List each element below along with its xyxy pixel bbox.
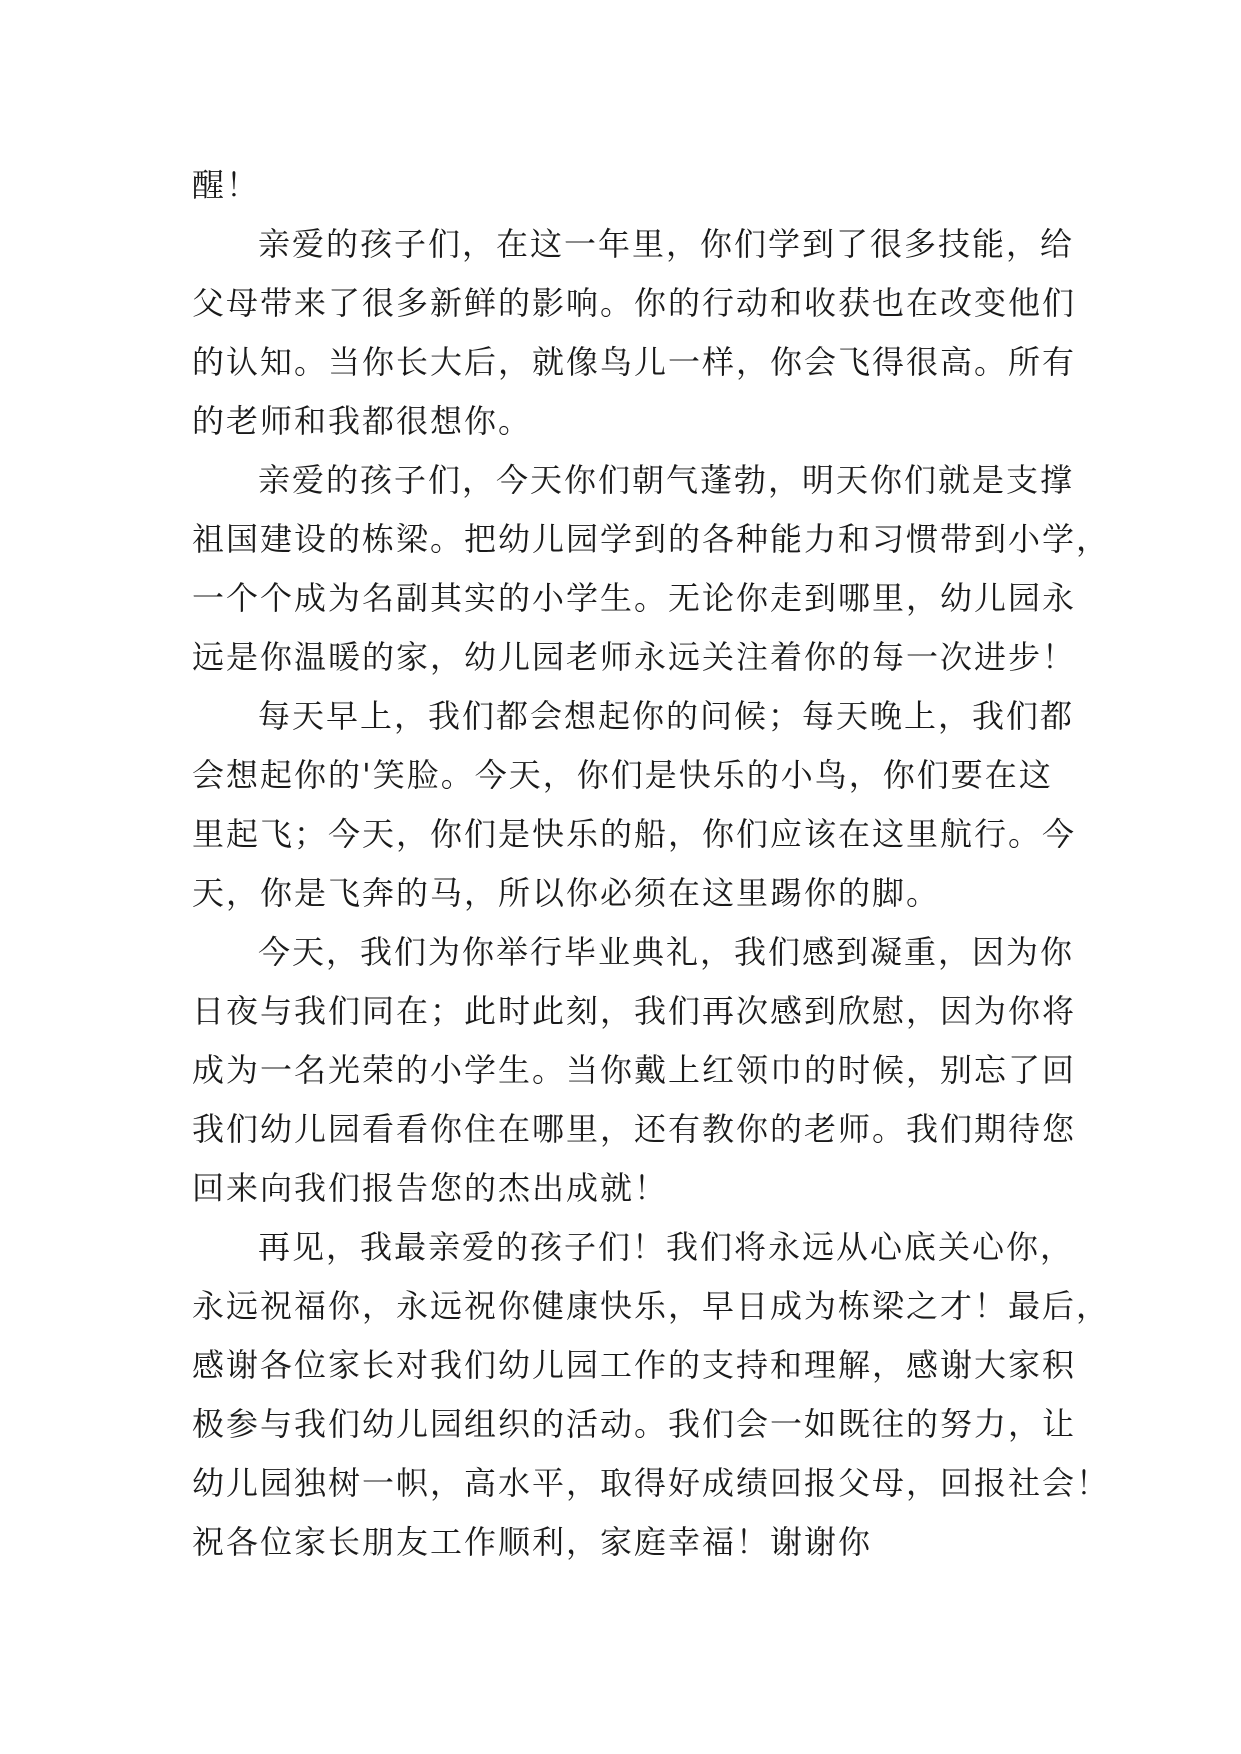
text-line: 亲爱的孩子们，今天你们朝气蓬勃，明天你们就是支撑	[258, 461, 1075, 499]
text-line: 一个个成为名副其实的小学生。无论你走到哪里，幼儿园永	[192, 579, 1077, 617]
text-line: 亲爱的孩子们，在这一年里，你们学到了很多技能，给	[258, 225, 1075, 263]
text-line: 感谢各位家长对我们幼儿园工作的支持和理解，感谢大家积	[192, 1346, 1077, 1384]
text-line: 回来向我们报告您的杰出成就！	[192, 1169, 669, 1207]
text-line: 祝各位家长朋友工作顺利，家庭幸福！谢谢你	[192, 1523, 873, 1561]
text-line: 日夜与我们同在；此时此刻，我们再次感到欣慰，因为你将	[192, 992, 1077, 1030]
text-line: 的老师和我都很想你。	[192, 402, 533, 440]
text-line: 再见，我最亲爱的孩子们！我们将永远从心底关心你，	[258, 1228, 1075, 1266]
text-line: 极参与我们幼儿园组织的活动。我们会一如既往的努力，让	[192, 1405, 1077, 1443]
text-line: 醒！	[192, 166, 261, 204]
text-line: 祖国建设的栋梁。把幼儿园学到的各种能力和习惯带到小学，	[192, 520, 1111, 558]
document-body	[192, 156, 1111, 1572]
text-line: 远是你温暖的家，幼儿园老师永远关注着你的每一次进步！	[192, 638, 1077, 676]
text-line: 的认知。当你长大后，就像鸟儿一样，你会飞得很高。所有	[192, 343, 1077, 381]
text-line: 父母带来了很多新鲜的影响。你的行动和收获也在改变他们	[192, 284, 1077, 322]
text-line: 里起飞；今天，你们是快乐的船，你们应该在这里航行。今	[192, 815, 1077, 853]
text-line: 成为一名光荣的小学生。当你戴上红领巾的时候，别忘了回	[192, 1051, 1077, 1089]
text-line: 会想起你的'笑脸。今天，你们是快乐的小鸟，你们要在这	[192, 756, 1053, 794]
text-line: 幼儿园独树一帜，高水平，取得好成绩回报父母，回报社会！	[192, 1464, 1111, 1502]
text-line: 我们幼儿园看看你住在哪里，还有教你的老师。我们期待您	[192, 1110, 1077, 1148]
text-line: 每天早上，我们都会想起你的问候；每天晚上，我们都	[258, 697, 1075, 735]
text-line: 今天，我们为你举行毕业典礼，我们感到凝重，因为你	[258, 933, 1075, 971]
text-line: 天，你是飞奔的马，所以你必须在这里踢你的脚。	[192, 874, 941, 912]
text-line: 永远祝福你，永远祝你健康快乐，早日成为栋梁之才！最后，	[192, 1287, 1111, 1325]
